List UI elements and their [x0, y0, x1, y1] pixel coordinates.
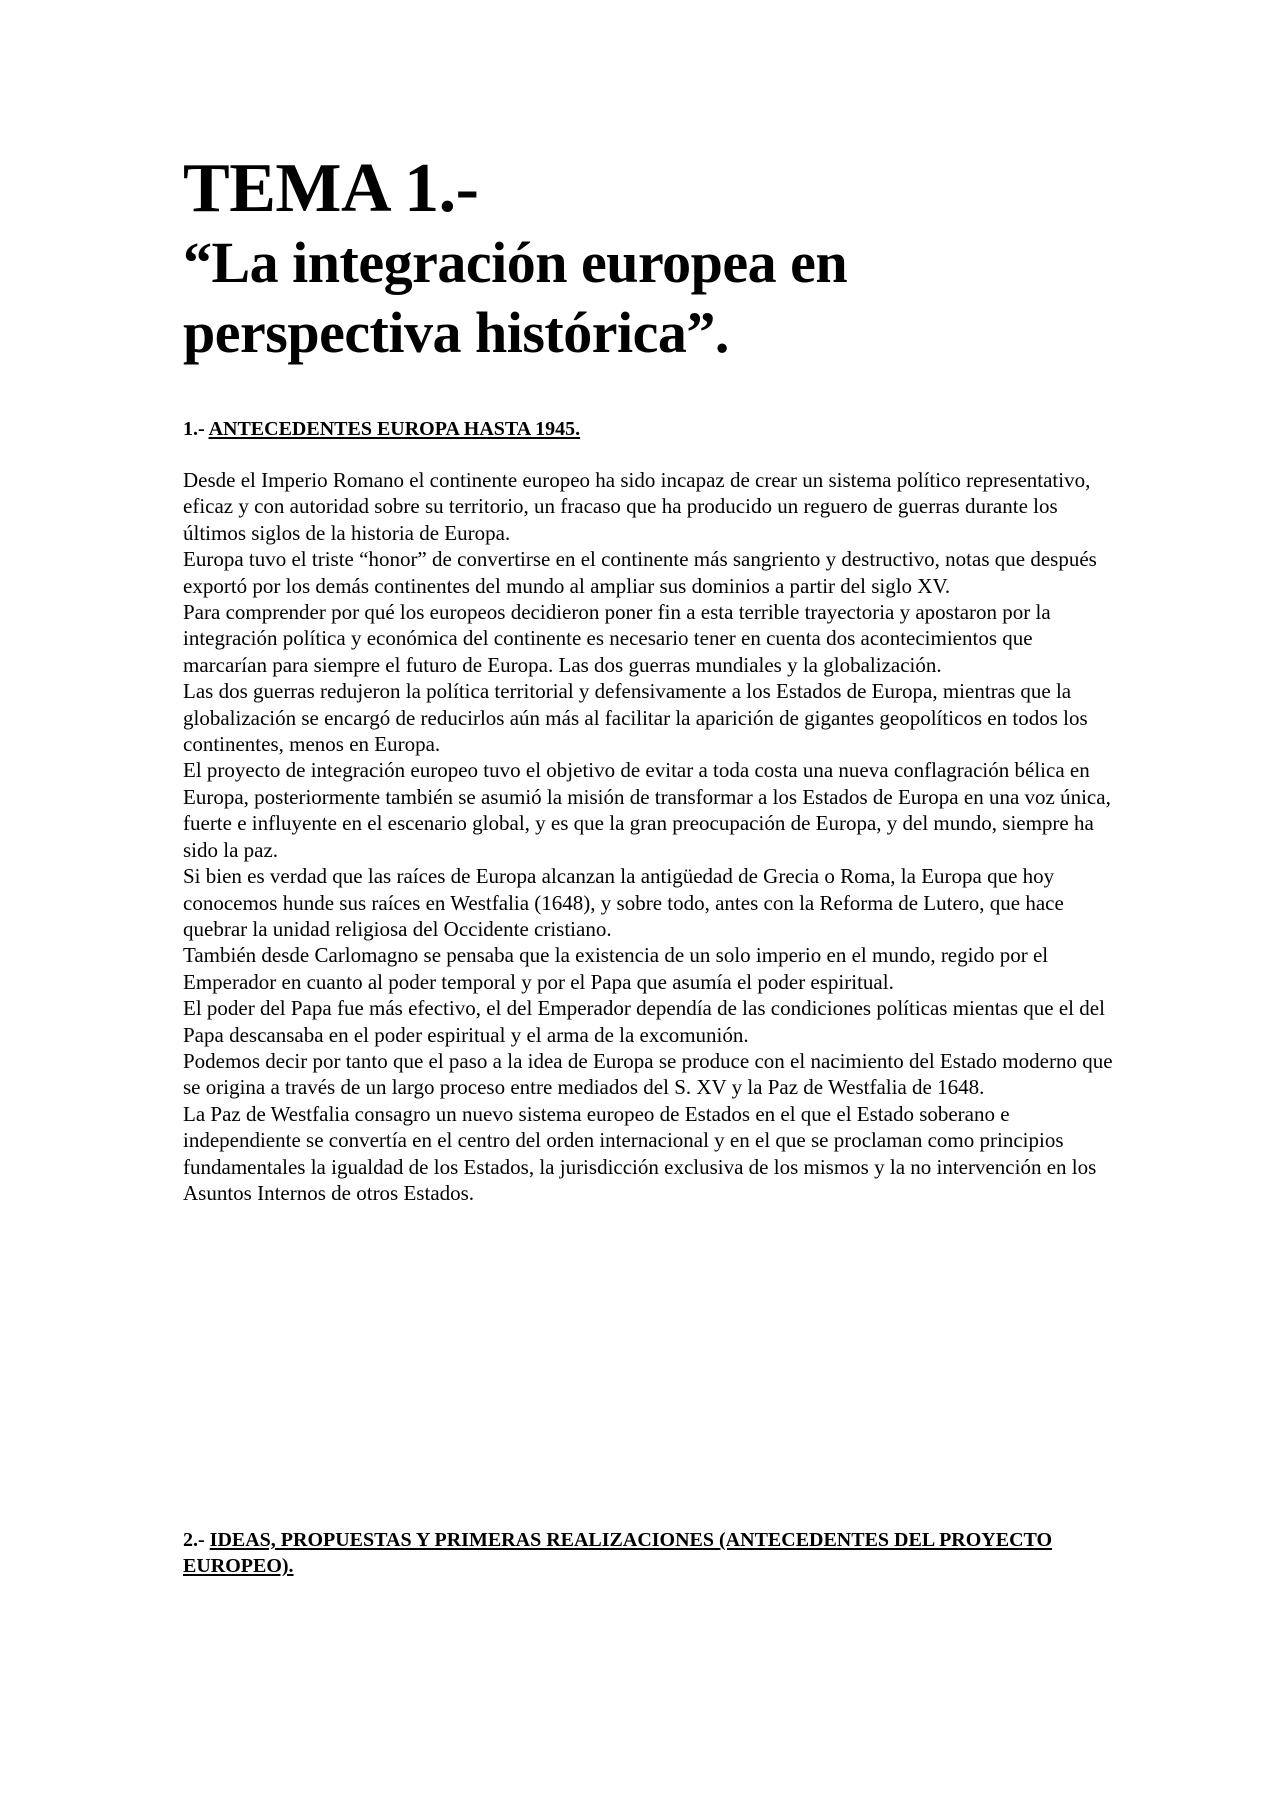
paragraph: Las dos guerras redujeron la política territorial y defensivamente a los Estados de Europa, mientras que la globalización se encargó de reducirlos aún más al facilitar la aparición de gigantes geopolíticos en todos los continentes, menos en Europa.	[183, 679, 1088, 757]
paragraph: También desde Carlomagno se pensaba que la existencia de un solo imperio en el mundo, regido por el Emperador en cuanto al poder temporal y por el Papa que asumía el poder espiritual.	[183, 943, 1049, 994]
document-title: TEMA 1.-	[183, 150, 479, 227]
section-2-number: 2.-	[183, 1529, 210, 1551]
paragraph: Si bien es verdad que las raíces de Europa alcanzan la antigüedad de Grecia o Roma, la Europa que hoy conocemos hunde sus raíces en Westfalia (1648), y sobre todo, antes con la Reforma de Lutero, que hace quebrar la unidad religiosa del Occidente cristiano.	[183, 864, 1064, 941]
paragraph: Podemos decir por tanto que el paso a la idea de Europa se produce con el nacimiento del Estado moderno que se origina a través de un largo proceso entre mediados del S. XV y la Paz de Westfalia de 1648.	[183, 1048, 1113, 1100]
section-2-heading	[183, 1527, 1113, 1579]
section-1-number: 1.-	[183, 418, 209, 440]
paragraph: Para comprender por qué los europeos decidieron poner fin a esta terrible trayectoria y apostaron por la integración política y económica del continente es necesario tener en cuenta dos acontecimientos que marcarían para siempre el futuro de Europa. Las dos guerras mundiales y la globalización.	[183, 600, 1051, 677]
paragraph: Europa tuvo el triste “honor” de convertirse en el continente más sangriento y destructivo, notas que después exportó por los demás continentes del mundo al ampliar sus dominios a partir del siglo XV.	[183, 547, 1097, 598]
document-page	[183, 150, 1113, 1577]
document-subtitle-line-2: perspectiva histórica”.	[183, 300, 729, 365]
section-1-label: ANTECEDENTES EUROPA HASTA 1945.	[208, 418, 581, 440]
paragraph: El proyecto de integración europeo tuvo el objetivo de evitar a toda costa una nueva conflagración bélica en Europa, posteriormente también se asumió la misión de transformar a los Estados de Europa en una voz única, fuerte e influyente en el escenario global, y es que la gran preocupación de Europa, y del mundo, siempre ha sido la paz.	[183, 758, 1111, 862]
section-2-label: IDEAS, PROPUESTAS Y PRIMERAS REALIZACIONES (ANTECEDENTES DEL PROYECTO EUROPEO).	[183, 1529, 1053, 1577]
paragraph: El poder del Papa fue más efectivo, el del Emperador dependía de las condiciones políticas mientas que el del Papa descansaba en el poder espiritual y el arma de la excomunión.	[183, 996, 1105, 1047]
section-1-body	[183, 467, 1113, 1206]
section-1-heading	[183, 416, 1113, 442]
document-subtitle-line-1: “La integración europea en	[183, 230, 848, 295]
paragraph: La Paz de Westfalia consagro un nuevo sistema europeo de Estados en el que el Estado soberano e independiente se convertía en el centro del orden internacional y en el que se proclaman como principios fundamentales la igualdad de los Estados, la jurisdicción exclusiva de los mismos y la no intervención en los Asuntos Internos de otros Estados.	[183, 1101, 1097, 1205]
paragraph: Desde el Imperio Romano el continente europeo ha sido incapaz de crear un sistema político representativo, eficaz y con autoridad sobre su territorio, un fracaso que ha producido un reguero de guerras durante los últimos siglos de la historia de Europa.	[183, 468, 1091, 545]
